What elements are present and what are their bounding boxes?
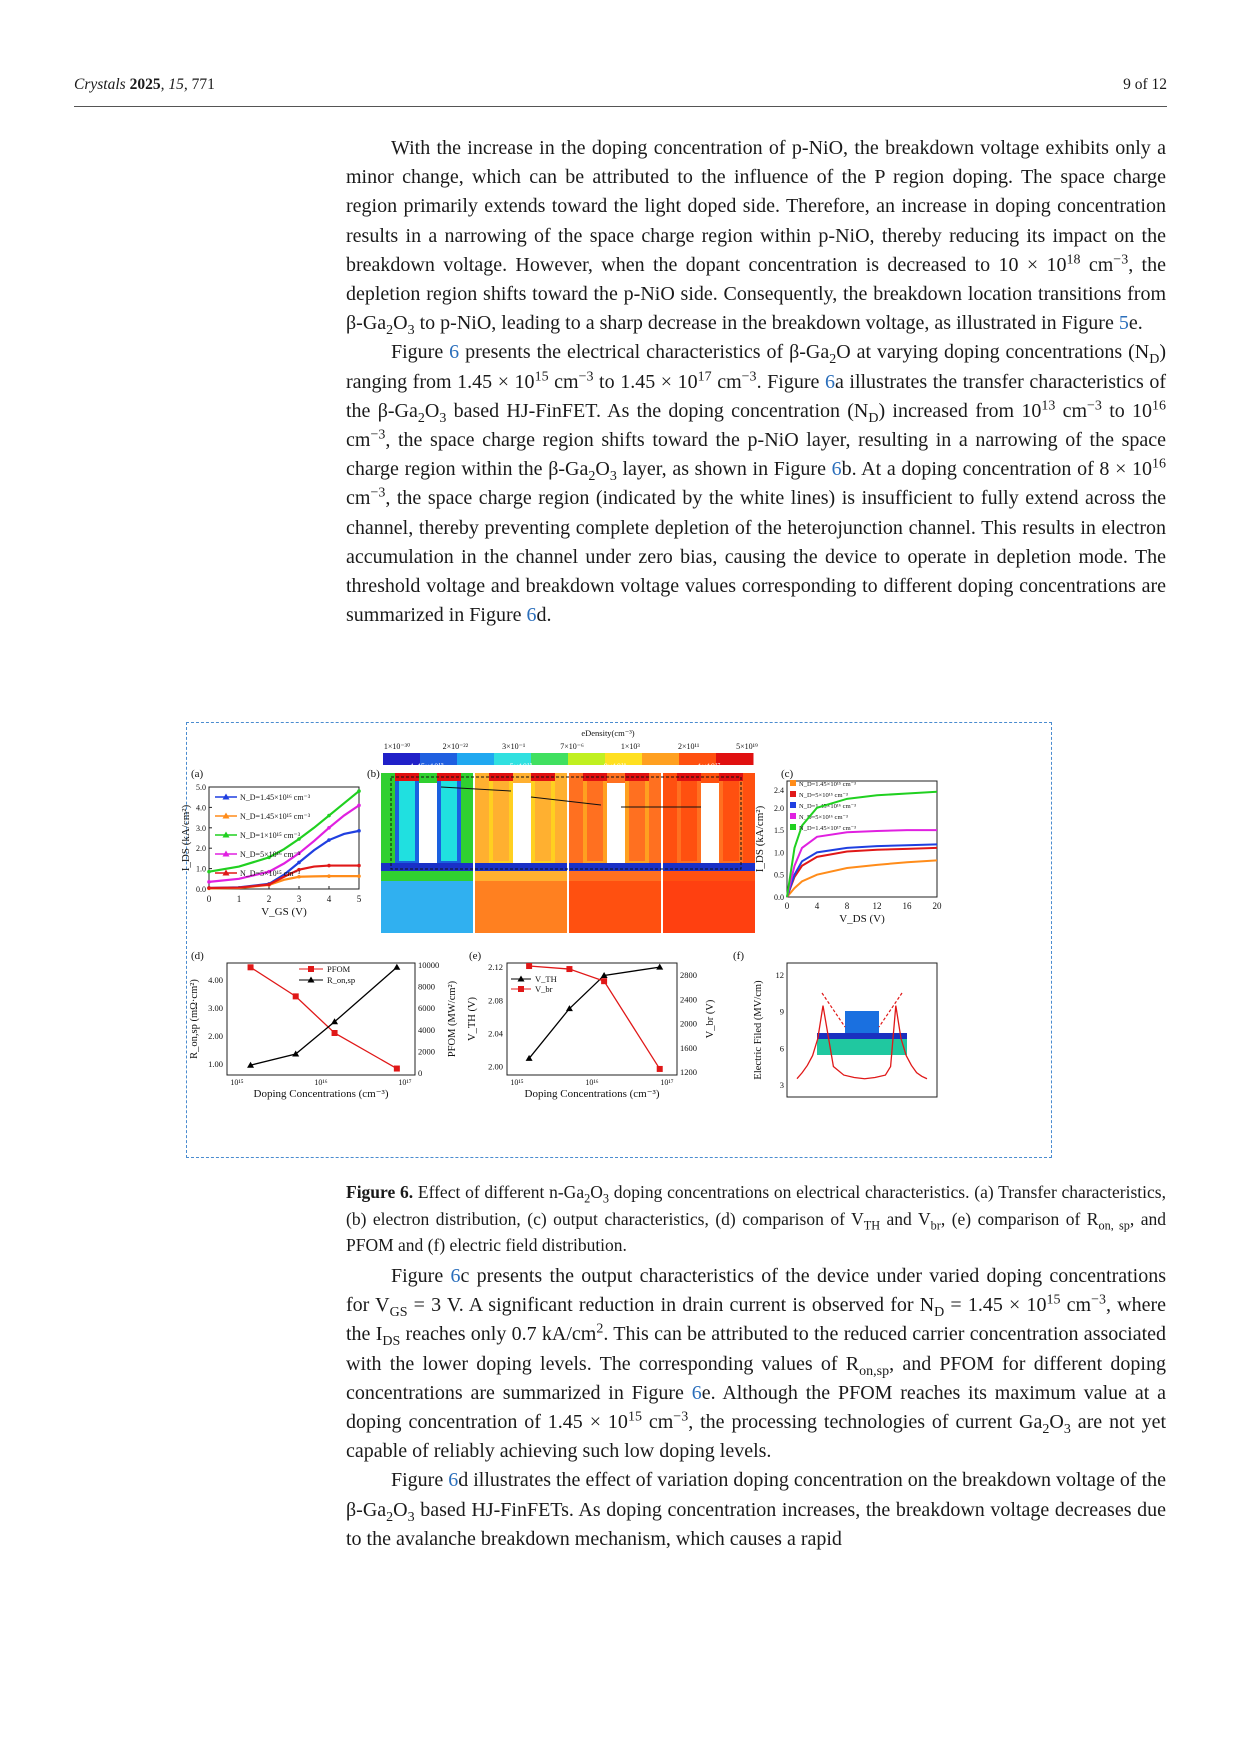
series-point-d — [393, 964, 400, 970]
legend-marker-c — [790, 802, 796, 808]
x-tick-label-e: 10¹⁶ — [585, 1078, 599, 1087]
panel-label-d: (d) — [191, 950, 204, 962]
y-tick-label-right-e: 1600 — [680, 1042, 697, 1053]
fin-core — [723, 779, 739, 861]
page-header — [74, 72, 1167, 107]
y-tick-label-c: 2.0 — [774, 803, 784, 813]
figure-ref-link[interactable]: 6 — [449, 341, 460, 364]
caption-label: Figure 6. — [346, 1182, 414, 1202]
y-tick-label-right-d: 0 — [418, 1067, 423, 1078]
caption-text: Effect of different $n-Ga_2O_3$ doping concentrations on electrical characteristics. (a) Transfer characteristics, (b) electron distribution, (c) output characteristics, (d) comparison of $V_{TH}$ and $V_{br}$, (e) comparison of $R_{on, sp}$, and PFOM and (f) electric field distribution. — [346, 1182, 1166, 1255]
series-point-a — [357, 829, 361, 833]
y-tick-label-left-e: 2.08 — [488, 995, 503, 1006]
panel-label-b: (b) — [367, 768, 380, 780]
body-text-bottom — [346, 1262, 1166, 1554]
series-point-a — [357, 874, 361, 878]
y-tick-label-right-d: 8000 — [418, 981, 435, 992]
y-axis-label-f: Electric Filed (MV/cm) — [753, 980, 764, 1080]
y-tick-label-a: 1.0 — [196, 864, 206, 874]
series-point-e — [601, 978, 607, 984]
y-tick-label-left-d: 2.00 — [208, 1030, 223, 1041]
legend-label-a: N_D=5×10¹⁵ cm⁻³ — [240, 869, 301, 878]
panel-e-axes — [507, 963, 677, 1075]
x-tick-label-a: 1 — [236, 894, 242, 904]
legend-label-c: N_D=1.45×10¹⁷ cm⁻³ — [799, 825, 857, 832]
legend-marker-c — [790, 813, 796, 819]
y-tick-label-right-d: 2000 — [418, 1046, 435, 1057]
y-tick-label-right-d: 6000 — [418, 1003, 435, 1014]
colorbar-tick-label: 3×10⁻¹ — [502, 742, 526, 751]
series-point-a — [357, 804, 361, 808]
legend-label-d: PFOM — [327, 964, 351, 974]
journal-citation: Crystals 2025, 15, 771 — [74, 76, 215, 93]
series-point-a — [327, 838, 331, 842]
gate-gap — [419, 783, 437, 863]
x-tick-label-d: 10¹⁵ — [230, 1078, 244, 1087]
gate-oxide-line — [475, 863, 567, 871]
fin-core — [535, 779, 551, 861]
series-point-e — [566, 966, 572, 972]
paragraph-1: With the increase in the doping concentration of p-NiO, the breakdown voltage exhibits only a minor change, which can be attributed to the influence of the P region doping. The space charge region primarily extends toward the light doped side. Therefore, an increase in doping concentration results in a narrowing of the space charge region within p-NiO, thereby reducing its impact on the breakdown voltage. However, when the dopant concentration is decreased to $10 \times 10^{18}$ $cm^{-3}$, the depletion region shifts toward the p-NiO side. Consequently, the breakdown location transitions from $\beta-Ga_2O_3$ to p-NiO, leading to a sharp decrease in the breakdown voltage, as illustrated in Figure 5e. — [346, 137, 1166, 339]
colorbar-tick-label: 1×10³ — [620, 742, 640, 751]
colorbar-segment — [716, 753, 754, 765]
x-tick-label-c: 4 — [814, 901, 820, 911]
y-tick-label-f: 12 — [775, 970, 784, 981]
series-line-c — [787, 848, 937, 897]
y-tick-label-right-e: 2000 — [680, 1018, 697, 1029]
legend-label-c: N_D=1.45×10¹⁵ cm⁻³ — [799, 781, 857, 788]
series-point-d — [394, 1066, 400, 1072]
y-tick-label-left-e: 2.04 — [488, 1028, 503, 1039]
legend-marker-d — [308, 966, 314, 972]
legend-label-d: R_on,sp — [327, 975, 356, 985]
y-axis-label-a: I_DS (kA/cm²) — [180, 804, 192, 872]
series-point-d — [332, 1030, 338, 1036]
legend-marker-c — [790, 824, 796, 830]
y-tick-label-left-e: 2.12 — [488, 962, 503, 973]
panel-label-a: (a) — [191, 768, 204, 780]
series-line-d — [251, 967, 397, 1068]
y-tick-label-right-e: 2400 — [680, 994, 697, 1005]
y-tick-label-right-d: 4000 — [418, 1024, 435, 1035]
figure-ref-link[interactable]: 6 — [831, 458, 842, 481]
x-tick-label-c: 20 — [932, 901, 942, 911]
y-tick-label-c: 1.5 — [774, 826, 784, 836]
gate-oxide-line — [381, 863, 473, 871]
fin-core — [629, 779, 645, 861]
x-tick-label-a: 3 — [296, 894, 302, 904]
journal-name: Crystals — [74, 76, 126, 93]
series-point-a — [327, 826, 331, 830]
x-tick-label-c: 12 — [872, 901, 882, 911]
series-point-d — [248, 964, 254, 970]
series-point-d — [293, 993, 299, 999]
figure-caption — [346, 1179, 1166, 1259]
paragraph-2: Figure 6 presents the electrical characteristics of $\beta-Ga_2O$ at varying doping concentrations $(N_D)$ ranging from $1.45 \times 10^{15}$ $cm^{-3}$ to $1.45 \times 10^{17}$ $cm^{-3}$. Figure 6a illustrates the transfer characteristics of the $\beta-Ga_2O_3$ based HJ-FinFET. As the doping concentration $(N_D)$ increased from $10^{13}$ $cm^{-3}$ to $10^{16}$ $cm^{-3}$, the space charge region shifts toward the p-NiO layer, resulting in a narrowing of the space charge region within the $\beta-Ga_2O_3$ layer, as shown in Figure 6b. At a doping concentration of $8 \times 10^{16}$ $cm^{-3}$, the space charge region (indicated by the white lines) is insufficient to fully extend across the channel, thereby preventing complete depletion of the heterojunction channel. This results in electron accumulation in the channel under zero bias, causing the device to operate in depletion mode. The threshold voltage and breakdown voltage values corresponding to different doping concentrations are summarized in Figure 6d. — [346, 341, 1167, 627]
series-point-e — [656, 964, 663, 970]
gate-oxide-line — [569, 863, 661, 871]
y-tick-label-a: 4.0 — [196, 803, 206, 813]
x-tick-label-a: 0 — [206, 894, 212, 904]
gate-gap — [513, 783, 531, 863]
density-map-label: 1.45×10¹⁵ — [410, 761, 444, 771]
x-axis-label-e: Doping Concentrations (cm⁻³) — [524, 1088, 660, 1100]
series-point-a — [357, 864, 361, 868]
y-tick-label-c: 0.0 — [774, 893, 784, 902]
series-point-a — [297, 861, 301, 865]
series-point-a — [207, 880, 211, 884]
series-point-a — [207, 870, 211, 874]
x-tick-label-d: 10¹⁶ — [314, 1078, 328, 1087]
density-region-bottom — [663, 881, 755, 933]
y-tick-label-right-e: 1200 — [680, 1066, 697, 1077]
colorbar-tick-label: 7×10⁻⁶ — [560, 742, 584, 751]
fin-core — [441, 779, 457, 861]
paragraph-4: Figure 6d illustrates the effect of variation doping concentration on the breakdown voltage of the $\beta-Ga_2O_3$ based HJ-FinFETs. As doping concentration increases, the breakdown voltage decreases due to the avalanche breakdown mechanism, which causes a rapid — [346, 1469, 1167, 1550]
y-axis-label-right-e: V_br (V) — [705, 999, 716, 1039]
colorbar-segment — [568, 753, 606, 765]
colorbar-tick-label: 5×10¹⁹ — [736, 742, 758, 751]
x-tick-label-a: 4 — [326, 894, 332, 904]
series-line-c — [787, 860, 937, 897]
x-tick-label-c: 8 — [844, 901, 850, 911]
legend-label-a: N_D=1.45×10¹⁵ cm⁻³ — [240, 812, 311, 821]
x-axis-label-d: Doping Concentrations (cm⁻³) — [253, 1088, 389, 1100]
legend-label-e: V_br — [535, 984, 553, 994]
fin-core — [587, 779, 603, 861]
density-map-label: 1×10¹⁷ — [697, 761, 721, 771]
figure-ref-link[interactable]: 6 — [691, 1381, 702, 1404]
fin-core — [399, 779, 415, 861]
y-axis-label-left-d: R_on,sp (mΩ·cm²) — [189, 979, 200, 1059]
y-tick-label-right-d: 10000 — [418, 960, 440, 971]
y-axis-label-right-d: PFOM (MW/cm²) — [447, 980, 458, 1058]
article-number: 771 — [191, 76, 215, 93]
legend-marker-e — [518, 986, 524, 992]
colorbar-tick-label: 1×10⁻³⁰ — [383, 742, 411, 751]
legend-label-a: N_D=1×10¹⁵ cm⁻³ — [240, 831, 301, 840]
fin-core — [493, 779, 509, 861]
x-tick-label-c: 16 — [902, 901, 912, 911]
y-tick-label-a: 5.0 — [196, 783, 206, 792]
colorbar-tick-label: 2×10¹¹ — [678, 742, 700, 751]
x-tick-label-a: 2 — [266, 894, 272, 904]
y-tick-label-a: 2.0 — [196, 844, 206, 854]
series-point-e — [526, 963, 532, 969]
series-point-e — [657, 1066, 663, 1072]
y-tick-label-f: 3 — [779, 1079, 784, 1090]
body-text-top — [346, 134, 1166, 630]
colorbar-segment — [531, 753, 569, 765]
figure-ref-link[interactable]: 5 — [1118, 312, 1129, 335]
x-axis-label-a: V_GS (V) — [261, 906, 307, 918]
colorbar-title: eDensity(cm⁻³) — [581, 728, 635, 738]
y-tick-label-a: 3.0 — [196, 823, 206, 833]
legend-label-c: N_D=1.45×10¹⁶ cm⁻³ — [799, 803, 857, 810]
figure-6-canvas — [180, 723, 1053, 1159]
x-tick-label-a: 5 — [356, 894, 362, 904]
y-tick-label-left-e: 2.00 — [488, 1061, 503, 1072]
panel-label-f: (f) — [733, 950, 744, 962]
panel-label-e: (e) — [469, 950, 482, 962]
y-tick-label-left-d: 4.00 — [208, 974, 223, 985]
y-tick-label-left-d: 3.00 — [208, 1002, 223, 1013]
figure-6 — [180, 722, 1052, 1158]
series-point-a — [267, 883, 271, 887]
legend-label-a: N_D=1.45×10¹⁶ cm⁻³ — [240, 793, 311, 802]
density-map-label: 8×10¹⁶ — [603, 761, 627, 771]
y-tick-label-f: 6 — [779, 1043, 784, 1054]
y-tick-label-left-d: 1.00 — [208, 1058, 223, 1069]
density-region-bottom — [475, 881, 567, 933]
y-tick-label-right-e: 2800 — [680, 970, 697, 981]
density-region-bottom — [569, 881, 661, 933]
figure-ref-link[interactable]: 6 — [448, 1469, 459, 1492]
x-axis-label-c: V_DS (V) — [839, 913, 885, 925]
series-line-c — [787, 830, 937, 897]
legend-label-c: N_D=5×10¹⁵ cm⁻³ — [799, 792, 848, 799]
legend-marker-c — [790, 791, 796, 797]
y-axis-label-c: I_DS (kA/cm²) — [754, 805, 766, 873]
page-number: 9 of 12 — [1123, 76, 1167, 93]
figure-ref-link[interactable]: 6 — [450, 1265, 461, 1287]
figure-ref-link[interactable]: 6 — [526, 604, 537, 627]
series-point-a — [207, 886, 211, 890]
fin-core — [681, 779, 697, 861]
y-tick-label-c: 1.0 — [774, 848, 784, 858]
legend-label-e: V_TH — [535, 974, 557, 984]
gate-gap — [607, 783, 625, 863]
series-point-a — [357, 789, 361, 793]
paragraph-3: Figure 6c presents the output characteristics of the device under varied doping concentrations for $V_{GS} = 3$ V. A significant reduction in drain current is observed for $N_D = 1.45 \times 10^{15}$ $cm^{-3}$, where the $I_{DS}$ reaches only 0.7 $kA/cm^2$. This can be attributed to the reduced carrier concentration associated with the lower doping levels. The corresponding values of $R_{on,sp}$, and PFOM for different doping concentrations are summarized in Figure 6e. Although the PFOM reaches its maximum value at a doping concentration of $1.45 \times 10^{15}$ $cm^{-3}$, the processing technologies of current $Ga_2O_3$ are not yet capable of reliably achieving such low doping levels. — [346, 1265, 1167, 1463]
y-tick-label-c: 0.5 — [774, 870, 784, 880]
series-point-a — [327, 864, 331, 868]
colorbar-segment — [457, 753, 495, 765]
colorbar-tick-label: 2×10⁻²² — [442, 742, 469, 751]
y-tick-label-a: 0.0 — [196, 885, 206, 894]
series-line-c — [787, 844, 937, 897]
density-map-label: 5×10¹⁵ — [509, 761, 533, 771]
series-point-a — [327, 814, 331, 818]
legend-label-c: N_D=5×10¹⁶ cm⁻³ — [799, 814, 848, 821]
panel-label-c: (c) — [781, 768, 794, 780]
y-axis-label-left-e: V_TH (V) — [467, 996, 478, 1042]
x-tick-label-e: 10¹⁷ — [660, 1078, 674, 1087]
colorbar-segment — [642, 753, 680, 765]
journal-year: 2025 — [129, 76, 161, 93]
density-region-bottom — [381, 881, 473, 933]
y-tick-label-c: 2.4 — [774, 785, 784, 795]
legend-marker-c — [790, 780, 796, 786]
x-tick-label-c: 0 — [784, 901, 790, 911]
y-tick-label-f: 9 — [779, 1006, 784, 1017]
x-tick-label-e: 10¹⁵ — [510, 1078, 524, 1087]
figure-ref-link[interactable]: 6 — [824, 370, 835, 393]
x-tick-label-d: 10¹⁷ — [398, 1078, 412, 1087]
gate-gap — [701, 783, 719, 863]
series-point-a — [327, 874, 331, 878]
legend-label-a: N_D=5×10¹⁶ cm⁻³ — [240, 850, 301, 859]
journal-volume: 15 — [168, 76, 184, 93]
